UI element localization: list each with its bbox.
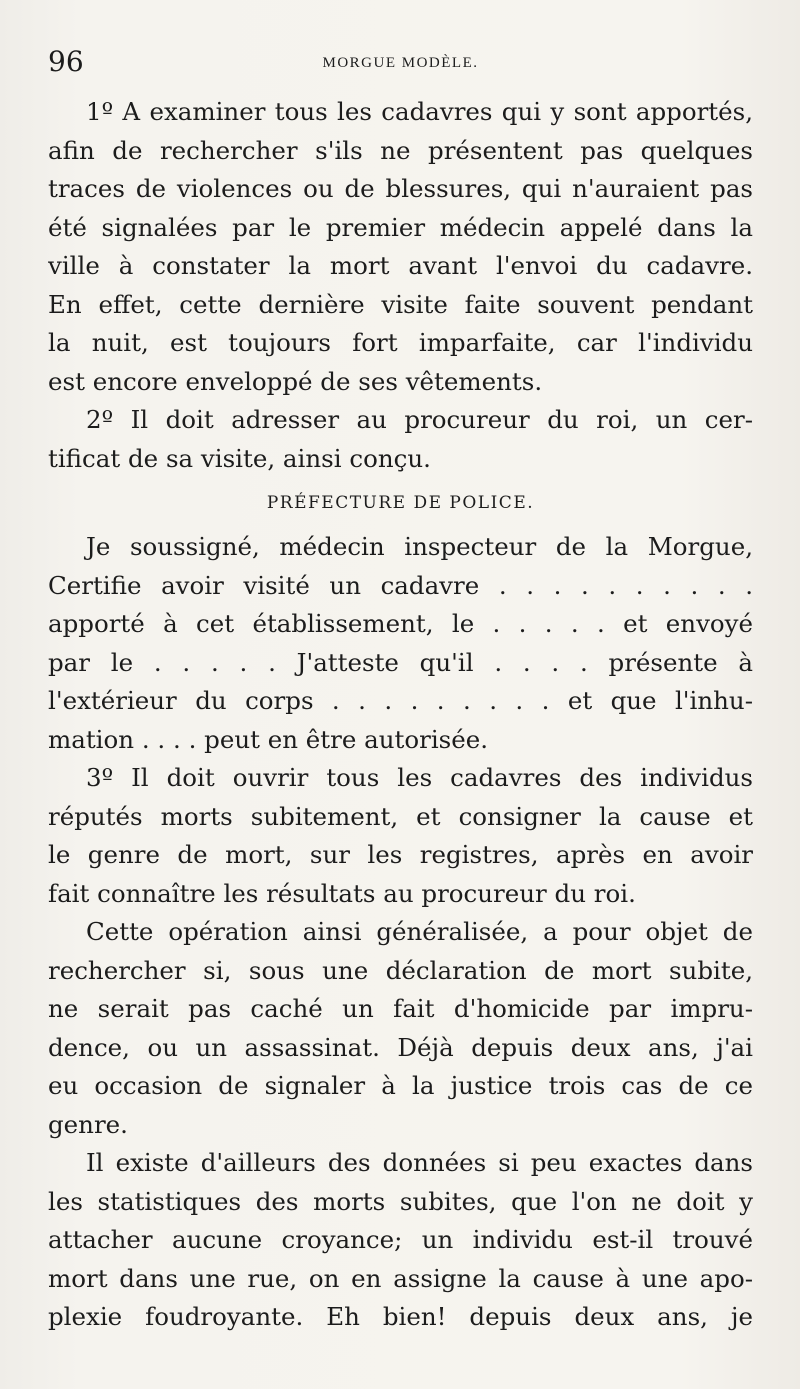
text-line: ne serait pas caché un fait d'homicide par impru- xyxy=(48,994,753,1023)
text-line: afin de rechercher s'ils ne présentent pas quelques xyxy=(48,135,753,165)
body-text xyxy=(48,93,753,1337)
text-line: les statistiques des morts subites, que l'on ne doit y xyxy=(48,1186,753,1216)
text-line: 2º Il doit adresser au procureur du roi, un cer- xyxy=(86,405,753,434)
text-line: 3º Il doit ouvrir tous les cadavres des individus xyxy=(86,763,753,792)
running-head: MORGUE MODÈLE. xyxy=(322,55,479,71)
text-line: mation . . . . peut en être autorisée. xyxy=(48,724,489,754)
text-line: plexie foudroyante. Eh bien! depuis deux ans, je xyxy=(48,1302,753,1331)
text-line: Il existe d'ailleurs des données si peu exactes dans xyxy=(86,1148,753,1177)
page-number: 96 xyxy=(48,45,84,78)
section-heading: PRÉFECTURE DE POLICE. xyxy=(266,493,535,513)
text-line: 1º A examiner tous les cadavres qui y sont apportés, xyxy=(86,97,753,126)
text-line: Certifie avoir visité un cadavre . . . . . . . . . . xyxy=(48,570,753,600)
text-line: En effet, cette dernière visite faite souvent pendant xyxy=(48,289,753,319)
text-line: dence, ou un assassinat. Déjà depuis deux ans, j'ai xyxy=(48,1032,753,1062)
text-line: ville à constater la mort avant l'envoi du cadavre. xyxy=(48,251,753,280)
text-line: le genre de mort, sur les registres, après en avoir xyxy=(48,840,753,869)
text-line: Cette opération ainsi généralisée, a pour objet de xyxy=(86,917,753,946)
text-line: mort dans une rue, on en assigne la cause à une apo- xyxy=(48,1263,753,1293)
text-line: apporté à cet établissement, le . . . . . et envoyé xyxy=(48,609,753,638)
page-header xyxy=(48,42,753,82)
text-line: l'extérieur du corps . . . . . . . . . et que l'inhu- xyxy=(48,686,753,715)
text-line: eu occasion de signaler à la justice trois cas de ce xyxy=(48,1071,753,1100)
text-line: réputés morts subitement, et consigner la cause et xyxy=(48,801,753,831)
text-line: été signalées par le premier médecin appelé dans la xyxy=(48,212,753,242)
text-line: fait connaître les résultats au procureur du roi. xyxy=(48,878,636,908)
text-line: tificat de sa visite, ainsi conçu. xyxy=(48,443,431,473)
text-line: rechercher si, sous une déclaration de mort subite, xyxy=(48,955,753,985)
text-line: est encore enveloppé de ses vêtements. xyxy=(48,366,543,396)
text-line: la nuit, est toujours fort imparfaite, car l'individu xyxy=(48,328,753,357)
text-line: traces de violences ou de blessures, qui n'auraient pas xyxy=(48,174,753,203)
text-line: genre. xyxy=(48,1109,128,1139)
text-line: attacher aucune croyance; un individu est-il trouvé xyxy=(48,1225,753,1254)
text-line: par le . . . . . J'atteste qu'il . . . . présente à xyxy=(48,647,753,677)
text-line: Je soussigné, médecin inspecteur de la Morgue, xyxy=(86,532,753,561)
